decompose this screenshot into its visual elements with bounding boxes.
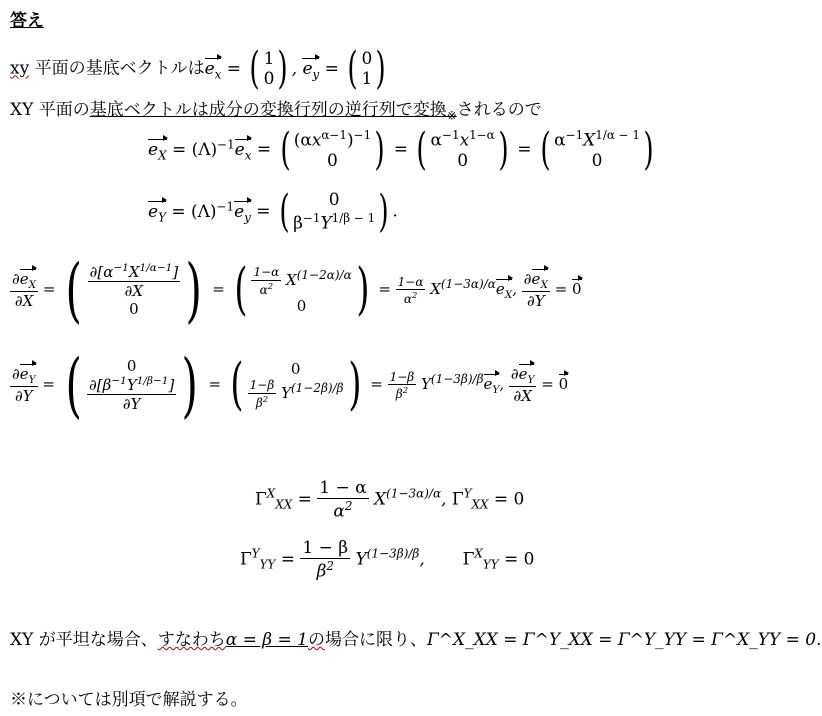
closing-wavy2: の <box>307 630 325 650</box>
page-title: 答え <box>10 11 44 31</box>
eq-gamma-1: $\Gamma^X_{XX}$ = $\frac{1 - \alpha}{\alpha^2}$ $X^{(1-3\alpha)/\alpha}$, $\Gamma^Y_{XX} = 0$ <box>255 478 525 522</box>
basis-xy-text: 平面の基底ベクトルは <box>29 58 205 79</box>
basis-XY-line <box>10 95 542 122</box>
eq-deX: $\frac{\partial e_X}{\partial X}$ = ( $\frac{\partial[\alpha^{-1}X^{1/\alpha-1}]}{\partial X}$ 0 ) = ( $\frac{1-\alpha}{\alpha^2}$ $X^{(1-2\alpha)/\alpha}$ 0 ) = $\frac{1-\alpha}{\alpha^2}$ $X^{(1-3\alpha)/\alpha}e_X$, $\frac{\partial e_X}{\partial Y}$ = 0 <box>12 249 582 331</box>
basis-xy-line <box>10 43 389 94</box>
footnote: ※については別項で解説する。 <box>10 690 248 710</box>
xy-label: xy <box>10 58 30 79</box>
closing-line <box>10 625 822 650</box>
line2-underlined: 基底ベクトルは成分の変換行列の逆行列で変換$_※$ <box>89 100 457 123</box>
closing-prefix: XY が平坦な場合、 <box>10 630 158 650</box>
eq-eX: $e_X = (\Lambda)^{-1}e_x$ = ( $(\alpha x^{\alpha-1})^{-1}$ 0 ) = ( $\alpha^{-1}x^{1-\alpha}$ 0 ) = ( $\alpha^{-1}X^{1/\alpha - 1}$ 0 ) <box>148 124 654 175</box>
eq-eY: $e_Y = (\Lambda)^{-1}e_y$ = ( 0 $\beta^{-1}Y^{1/\beta - 1}$ ) . <box>148 186 398 237</box>
closing-result: Γ^X_XX = Γ^Y_XX = Γ^Y_YY = Γ^X_YY = 0. <box>426 630 822 650</box>
line2-text-a: XY 平面の <box>10 100 90 120</box>
eq-gamma-2: $\Gamma^Y_{YY}$ = $\frac{1 - \beta}{\beta^2}$ $Y^{(1-3\beta)/\beta}$, $\Gamma^X_{YY} = 0$ <box>240 538 535 582</box>
closing-condition: α = β = 1 <box>225 630 308 650</box>
basis-xy-formula: $e_x$ = ( 1 0 ) , $e_y$ = ( 0 1 ) <box>204 43 387 94</box>
closing-suffix: 場合に限り、 <box>324 630 427 650</box>
line2-text-b: されるので <box>456 100 542 120</box>
closing-wavy: すなわち <box>157 630 226 650</box>
eq-deY: $\frac{\partial e_Y}{\partial Y}$ = ( 0 $\frac{\partial[\beta^{-1}Y^{1/\beta-1}]}{\partial Y}$ ) = ( 0 $\frac{1-\beta}{\beta^2}$ $Y^{(1-2\beta)/\beta}$ ) = $\frac{1-\beta}{\beta^2}$ $Y^{(1-3\beta)/\beta}e_Y$, $\frac{\partial e_Y}{\partial X}$ = 0 <box>12 344 569 426</box>
